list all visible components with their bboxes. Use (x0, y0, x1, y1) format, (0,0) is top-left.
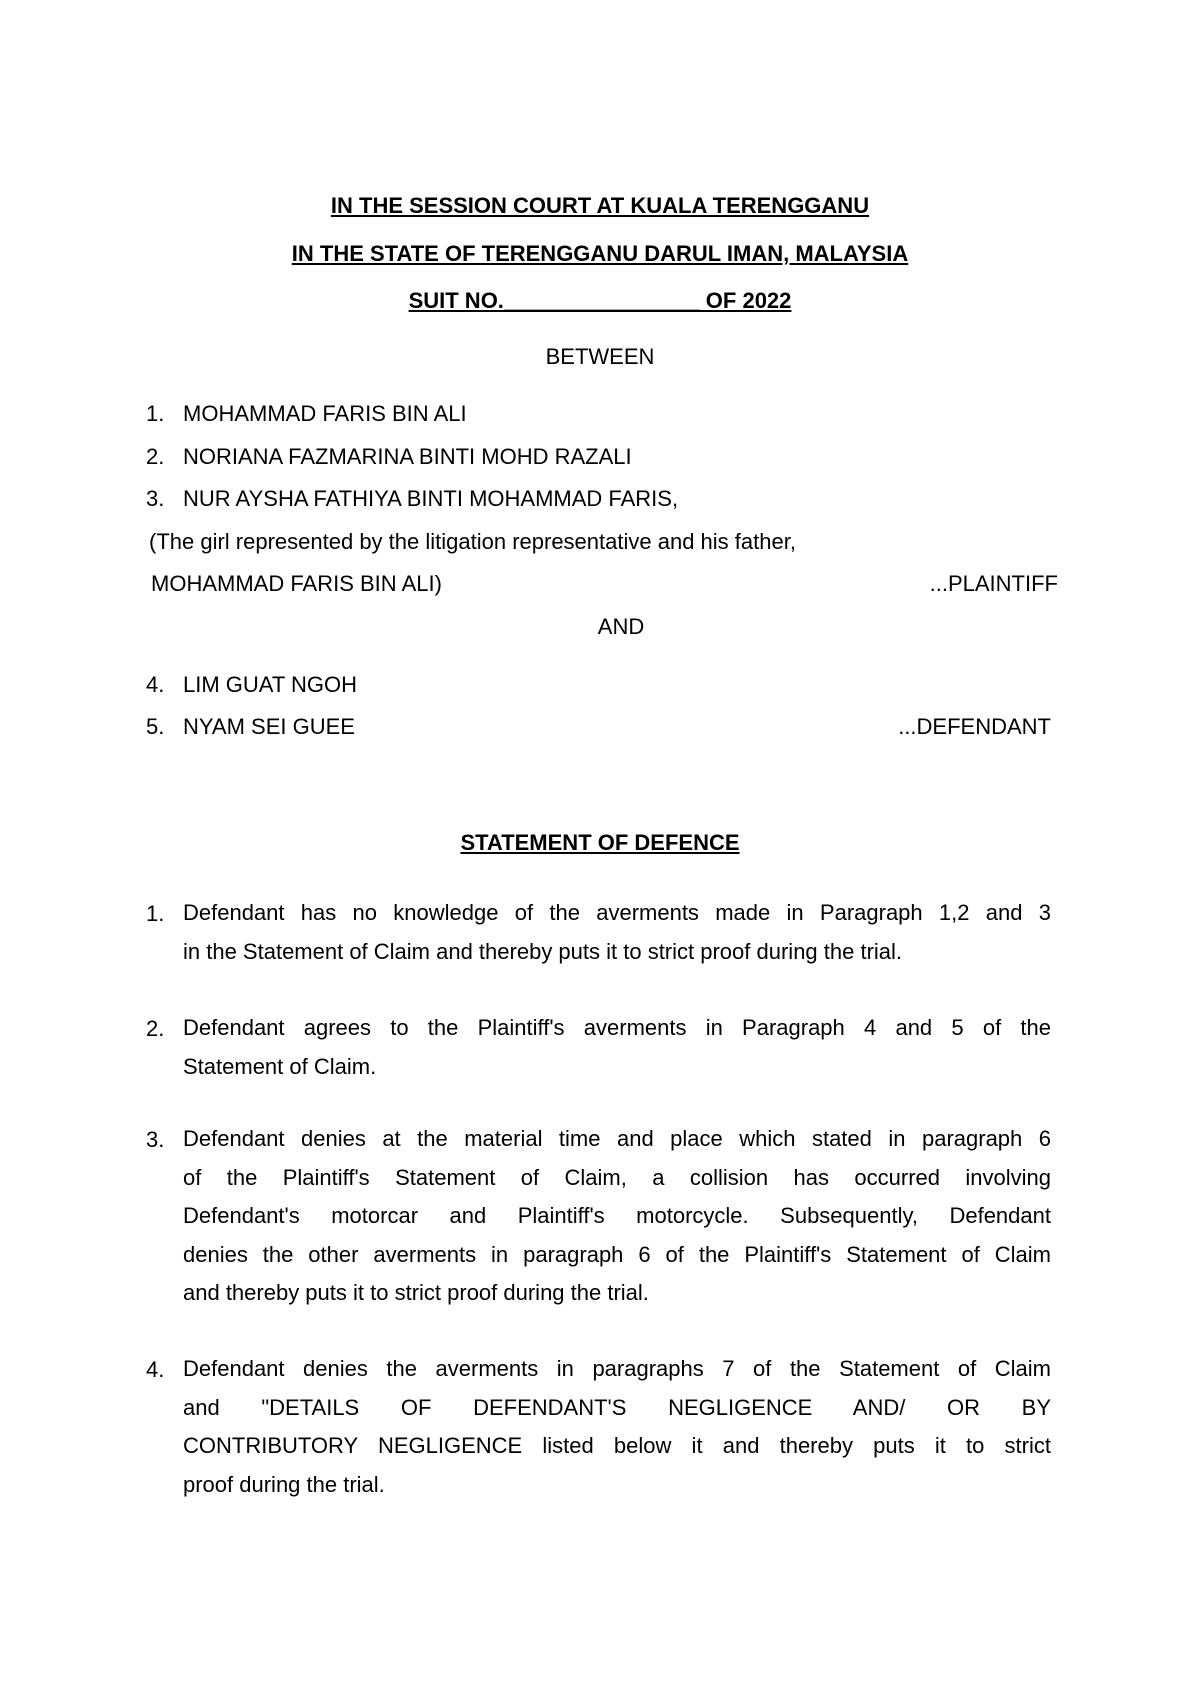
plaintiff-role: ...PLAINTIFF (929, 571, 1058, 596)
suit-number-heading: SUIT NO.________________ OF 2022 (408, 288, 792, 313)
paragraph-line: Defendant agrees to the Plaintiff's averments in Paragraph 4 and 5 of the (183, 1015, 1051, 1040)
representation-line: (The girl represented by the litigation representative and his father, (149, 529, 796, 554)
paragraph-line: Defendant denies the averments in paragraphs 7 of the Statement of Claim (183, 1356, 1051, 1381)
paragraph-line: and thereby puts it to strict proof during the trial. (183, 1280, 649, 1305)
between-label: BETWEEN (545, 344, 655, 369)
court-heading: IN THE SESSION COURT AT KUALA TERENGGANU (330, 193, 870, 218)
representation-line: MOHAMMAD FARIS BIN ALI) (151, 571, 442, 596)
statement-title: STATEMENT OF DEFENCE (460, 830, 740, 855)
paragraph-line: Defendant denies at the material time and place which stated in paragraph 6 (183, 1126, 1051, 1151)
plaintiff-name: NUR AYSHA FATHIYA BINTI MOHAMMAD FARIS, (183, 486, 679, 511)
paragraph-text (183, 1120, 1051, 1313)
paragraph-line: denies the other averments in paragraph 6 of the Plaintiff's Statement of Claim (183, 1241, 1051, 1267)
defendant-number: 5. (146, 714, 165, 739)
plaintiff-number: 2. (146, 444, 165, 469)
paragraph-line: and "DETAILS OF DEFENDANT'S NEGLIGENCE AND/ OR BY (183, 1394, 1051, 1420)
plaintiff-name: NORIANA FAZMARINA BINTI MOHD RAZALI (183, 444, 632, 469)
defendant-name: NYAM SEI GUEE (183, 714, 355, 739)
paragraph-line: Defendant has no knowledge of the averments made in Paragraph 1,2 and 3 (183, 900, 1051, 925)
paragraph-line: in the Statement of Claim and thereby puts it to strict proof during the trial. (183, 938, 903, 964)
defendant-name: LIM GUAT NGOH (183, 672, 357, 697)
state-heading: IN THE STATE OF TERENGGANU DARUL IMAN, MALAYSIA (291, 241, 909, 266)
paragraph-text (183, 1350, 1051, 1504)
paragraph-line: of the Plaintiff's Statement of Claim, a collision has occurred involving (183, 1164, 1051, 1190)
paragraph-number: 2. (146, 1016, 165, 1041)
paragraph-number: 1. (146, 901, 165, 926)
plaintiff-name: MOHAMMAD FARIS BIN ALI (183, 401, 467, 426)
paragraph-line: proof during the trial. (183, 1471, 385, 1497)
paragraph-text (183, 894, 1051, 971)
defendant-number: 4. (146, 672, 165, 697)
defendant-role: ...DEFENDANT (898, 714, 1051, 739)
and-label: AND (597, 614, 645, 639)
paragraph-line: Statement of Claim. (183, 1053, 377, 1079)
plaintiff-number: 3. (146, 486, 165, 511)
paragraph-line: Defendant's motorcar and Plaintiff's motorcycle. Subsequently, Defendant (183, 1203, 1051, 1228)
plaintiff-number: 1. (146, 401, 165, 426)
paragraph-text (183, 1009, 1051, 1086)
paragraph-line: CONTRIBUTORY NEGLIGENCE listed below it and thereby puts it to strict (183, 1433, 1051, 1458)
paragraph-number: 4. (146, 1357, 165, 1382)
paragraph-number: 3. (146, 1127, 165, 1152)
